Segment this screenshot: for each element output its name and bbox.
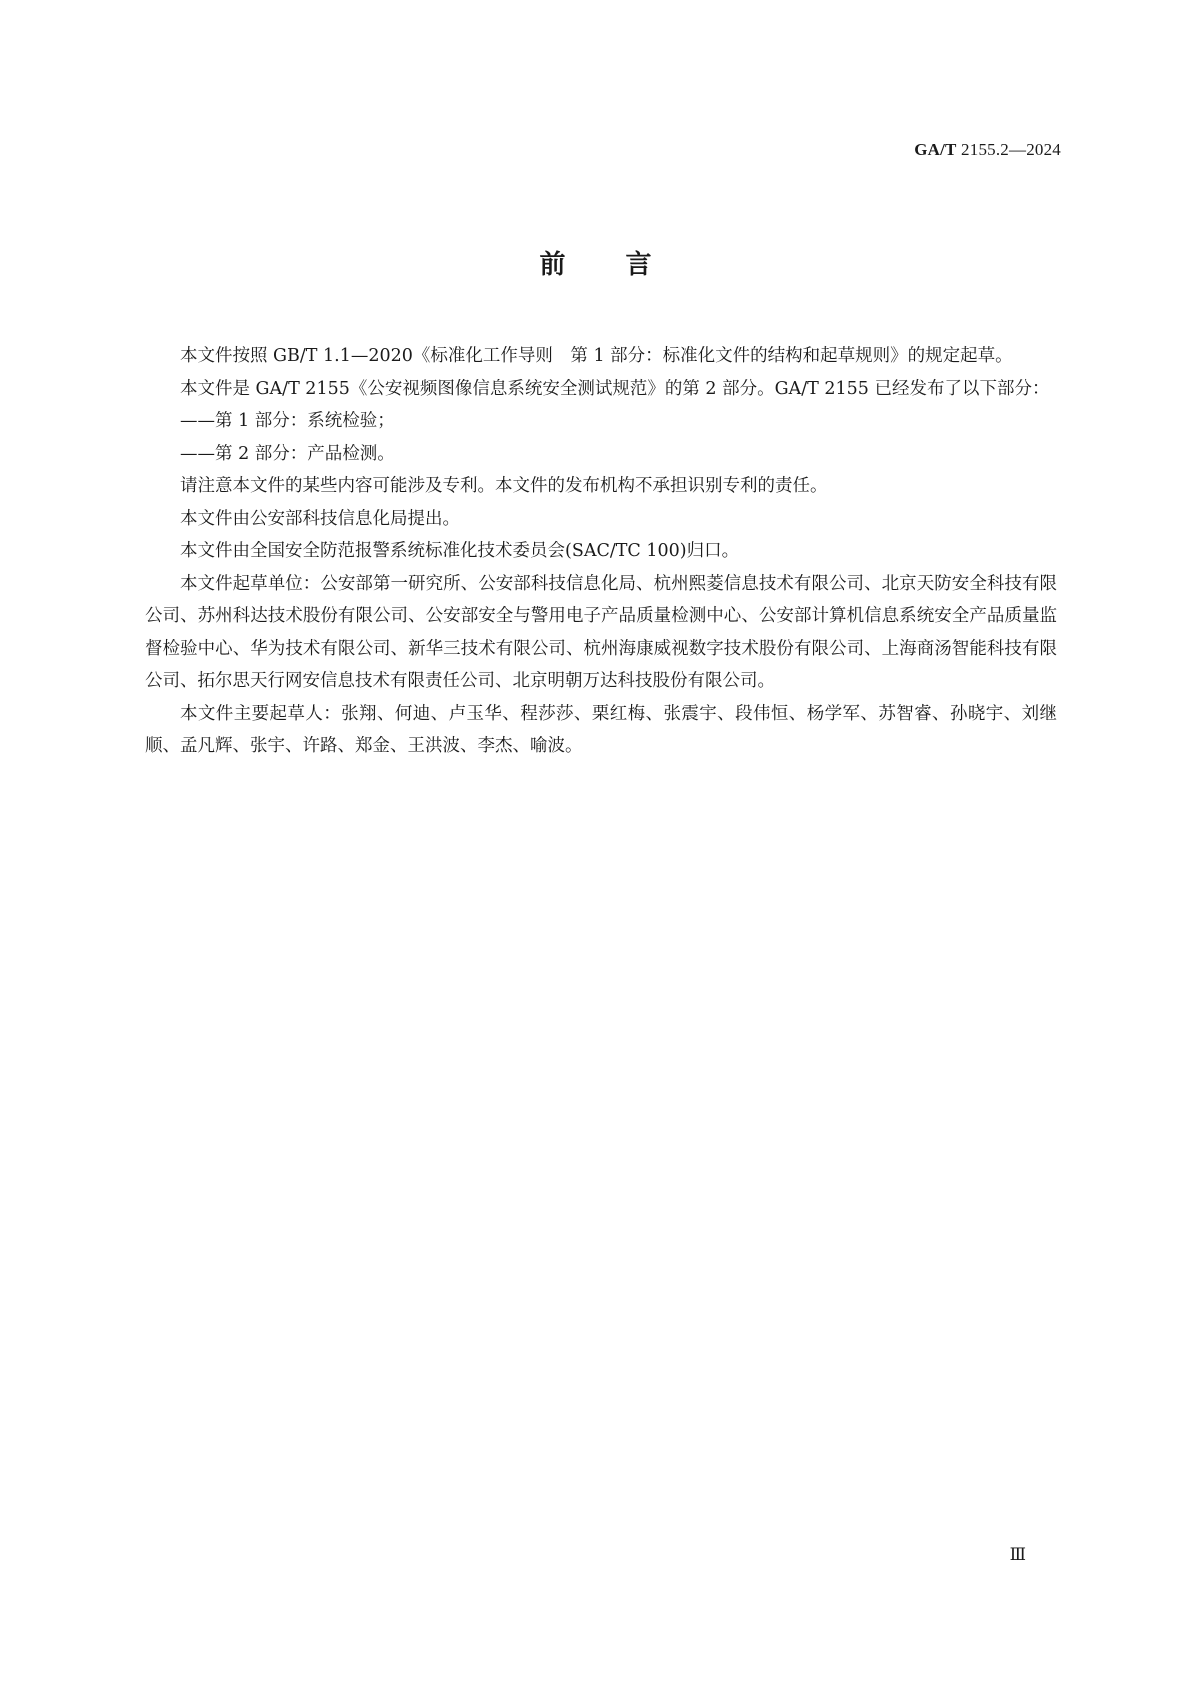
page-title: 前言 xyxy=(539,250,712,280)
standard-code-header xyxy=(914,140,1061,160)
paragraph-drafters: 本文件主要起草人：张翔、何迪、卢玉华、程莎莎、栗红梅、张震宇、段伟恒、杨学军、苏智睿、孙晓宇、刘继顺、孟凡辉、张宇、许路、郑金、王洪波、李杰、喻波。 xyxy=(145,703,1057,756)
paragraph-drafting-rules: 本文件按照 GB/T 1.1—2020《标准化工作导则 第 1 部分：标准化文件的结构和起草规则》的规定起草。 xyxy=(180,346,1013,366)
paragraph-patent-notice: 请注意本文件的某些内容可能涉及专利。本文件的发布机构不承担识别专利的责任。 xyxy=(180,476,828,496)
list-item-part-2: ——第 2 部分：产品检测。 xyxy=(180,443,395,464)
paragraph-proposer: 本文件由公安部科技信息化局提出。 xyxy=(180,508,460,529)
standard-code-prefix: GA/T xyxy=(914,140,957,159)
paragraph-part-info: 本文件是 GA/T 2155《公安视频图像信息系统安全测试规范》的第 2 部分。GA/T 2155 已经发布了以下部分： xyxy=(180,378,1050,399)
paragraph-committee: 本文件由全国安全防范报警系统标准化技术委员会(SAC/TC 100)归口。 xyxy=(180,541,740,561)
page-number: Ⅲ xyxy=(1009,1545,1026,1564)
list-item-part-1: ——第 1 部分：系统检验； xyxy=(180,411,395,431)
standard-code-number: 2155.2—2024 xyxy=(956,140,1061,159)
foreword-body xyxy=(145,340,1057,763)
paragraph-drafting-units: 本文件起草单位：公安部第一研究所、公安部科技信息化局、杭州熙菱信息技术有限公司、北京天防安全科技有限公司、苏州科达技术股份有限公司、公安部安全与警用电子产品质量检测中心、公安部计算机信息系统安全产品质量监督检验中心、华为技术有限公司、新华三技术有限公司、杭州海康威视数字技术股份有限公司、上海商汤智能科技有限公司、拓尔思天行网安信息技术有限责任公司、北京明朝万达科技股份有限公司。 xyxy=(145,573,1057,691)
